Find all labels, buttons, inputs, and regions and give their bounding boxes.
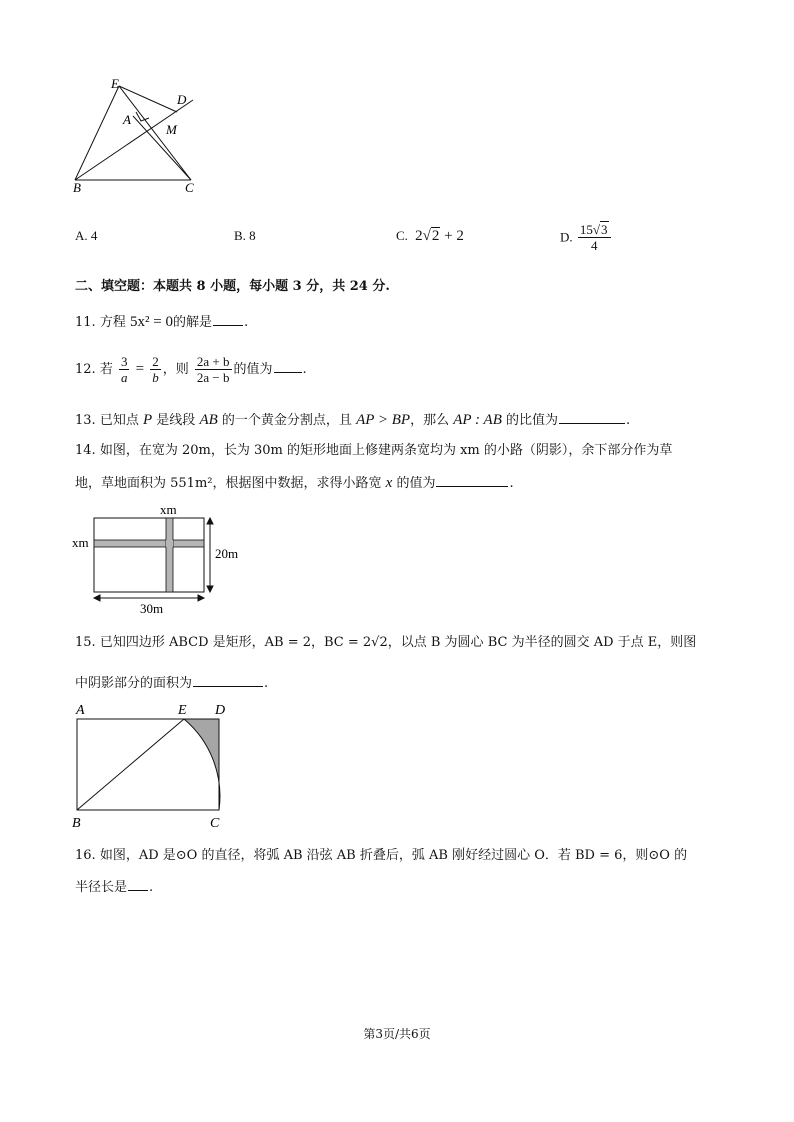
fig15-label-D: D — [215, 703, 226, 718]
q12-post: 的值为 — [233, 362, 273, 377]
figure-q10 — [65, 68, 205, 198]
q13-segment-ab: AB — [199, 412, 218, 428]
option-c-coef: 2 — [415, 228, 423, 244]
q13-answer-blank[interactable] — [559, 411, 625, 424]
q13-end: . — [626, 413, 631, 428]
q12-frac2-den: b — [152, 370, 159, 385]
option-a: A. 4 — [75, 228, 98, 243]
fig10-label-E: E — [111, 76, 119, 91]
q14-text-line-1: 如图，在宽为 20m，长为 30m 的矩形地面上修建两条宽均为 xm 的小路（阴影），余下部分作为草 — [99, 443, 673, 458]
q12-end: . — [302, 362, 307, 377]
option-c-prefix: C. — [396, 228, 408, 243]
q11-number: 11. — [75, 315, 96, 330]
q16-answer-blank[interactable] — [128, 878, 148, 891]
question-14-line-1 — [75, 441, 672, 461]
option-c-tail: + 2 — [444, 228, 464, 244]
figure-q15 — [68, 700, 238, 835]
fig14-left-label: xm — [72, 535, 89, 550]
option-d: D. $\frac{15√3}{4}$ — [560, 222, 613, 253]
q12-frac2-num: 2 — [152, 354, 159, 369]
question-16-line-1 — [75, 846, 687, 866]
option-d-prefix: D. — [560, 229, 573, 245]
q12-mid: ，则 — [162, 362, 189, 377]
q11-end: . — [243, 315, 249, 330]
q16-end: . — [149, 880, 154, 895]
q11-post: 的解是 — [172, 315, 212, 330]
question-15-line-1 — [75, 633, 696, 653]
q12-frac1-num: 3 — [120, 354, 128, 369]
q14-variable-x: x — [385, 475, 393, 491]
section-2-title: 二、填空题：本题共 8 小题，每小题 3 分，共 24 分. — [75, 279, 390, 294]
q15-answer-blank[interactable] — [193, 674, 263, 687]
question-13 — [75, 410, 630, 431]
q12-number: 12. — [75, 362, 96, 377]
q12-frac3-num: 2a + b — [196, 354, 230, 369]
option-c-rad: 2 — [431, 228, 440, 244]
q13-number: 13. — [75, 413, 96, 428]
question-14-line-2 — [75, 473, 514, 494]
q13-text-4: ，那么 — [410, 413, 450, 428]
fig15-label-A: A — [76, 703, 85, 718]
fig10-label-B: B — [73, 180, 81, 195]
option-c: C. 2√2 + 2 — [396, 228, 464, 244]
question-11 — [75, 312, 248, 333]
q12-answer-blank[interactable] — [274, 360, 302, 373]
q12-equals: = — [135, 361, 145, 377]
option-d-num-rad: 3 — [601, 222, 608, 237]
option-d-num-coef: 15 — [579, 222, 593, 237]
question-16-line-2 — [75, 878, 153, 898]
figure-q14 — [70, 500, 260, 620]
q16-number: 16. — [75, 848, 96, 863]
q13-text-3: 的一个黄金分割点，且 — [221, 413, 352, 428]
q15-end: . — [264, 676, 269, 691]
option-b: B. 8 — [234, 228, 256, 243]
q14-text-line-2-post: 的值为 — [396, 476, 436, 491]
q16-text-line-2: 半径长是 — [75, 880, 128, 895]
option-d-den: 4 — [590, 238, 598, 253]
q13-text-2: 是线段 — [156, 413, 196, 428]
fig15-label-B: B — [72, 816, 81, 831]
fig10-label-M: M — [166, 122, 177, 137]
fig14-bottom-label: 30m — [140, 601, 164, 616]
q14-answer-blank[interactable] — [436, 474, 508, 487]
q15-text-line-1: 已知四边形 ABCD 是矩形，AB = 2，BC = 2√2，以点 B 为圆心 BC 为半径的圆交 AD 于点 E，则图 — [99, 635, 697, 650]
q14-end: . — [509, 476, 514, 491]
q14-text-line-2: 地，草地面积为 551m²，根据图中数据，求得小路宽 — [75, 476, 382, 491]
fig15-label-E: E — [178, 703, 187, 718]
fig15-label-C: C — [210, 816, 220, 831]
q15-text-line-2: 中阴影部分的面积为 — [75, 676, 193, 691]
q12-frac1-den: a — [120, 370, 128, 385]
question-15-line-2 — [75, 674, 268, 694]
q11-pre: 方程 — [99, 315, 126, 330]
fig14-right-label: 20m — [215, 546, 239, 561]
q13-text-5: 的比值为 — [506, 413, 559, 428]
q13-condition: AP > BP — [356, 412, 411, 428]
fig10-label-D: D — [177, 92, 187, 107]
q16-text-line-1: 如图，AD 是⊙O 的直径，将弧 AB 沿弦 AB 折叠后，弧 AB 刚好经过圆心 O．若 BD = 6，则⊙O 的 — [99, 848, 688, 863]
question-12 — [75, 352, 307, 387]
q13-ratio: AP : AB — [453, 412, 502, 428]
q15-number: 15. — [75, 635, 96, 650]
q11-equation: 5x² = 0 — [129, 314, 173, 330]
q13-point-p: P — [142, 412, 153, 428]
q13-text-1: 已知点 — [99, 413, 139, 428]
q14-number: 14. — [75, 443, 96, 458]
fig14-top-label: xm — [160, 502, 177, 517]
q12-pre: 若 — [99, 362, 113, 377]
q11-answer-blank[interactable] — [213, 313, 243, 326]
page-footer: 第3页/共6页 — [363, 1027, 431, 1041]
fig10-label-A: A — [123, 112, 131, 127]
fig10-label-C: C — [185, 180, 194, 195]
q12-frac3-den: 2a − b — [196, 370, 230, 385]
